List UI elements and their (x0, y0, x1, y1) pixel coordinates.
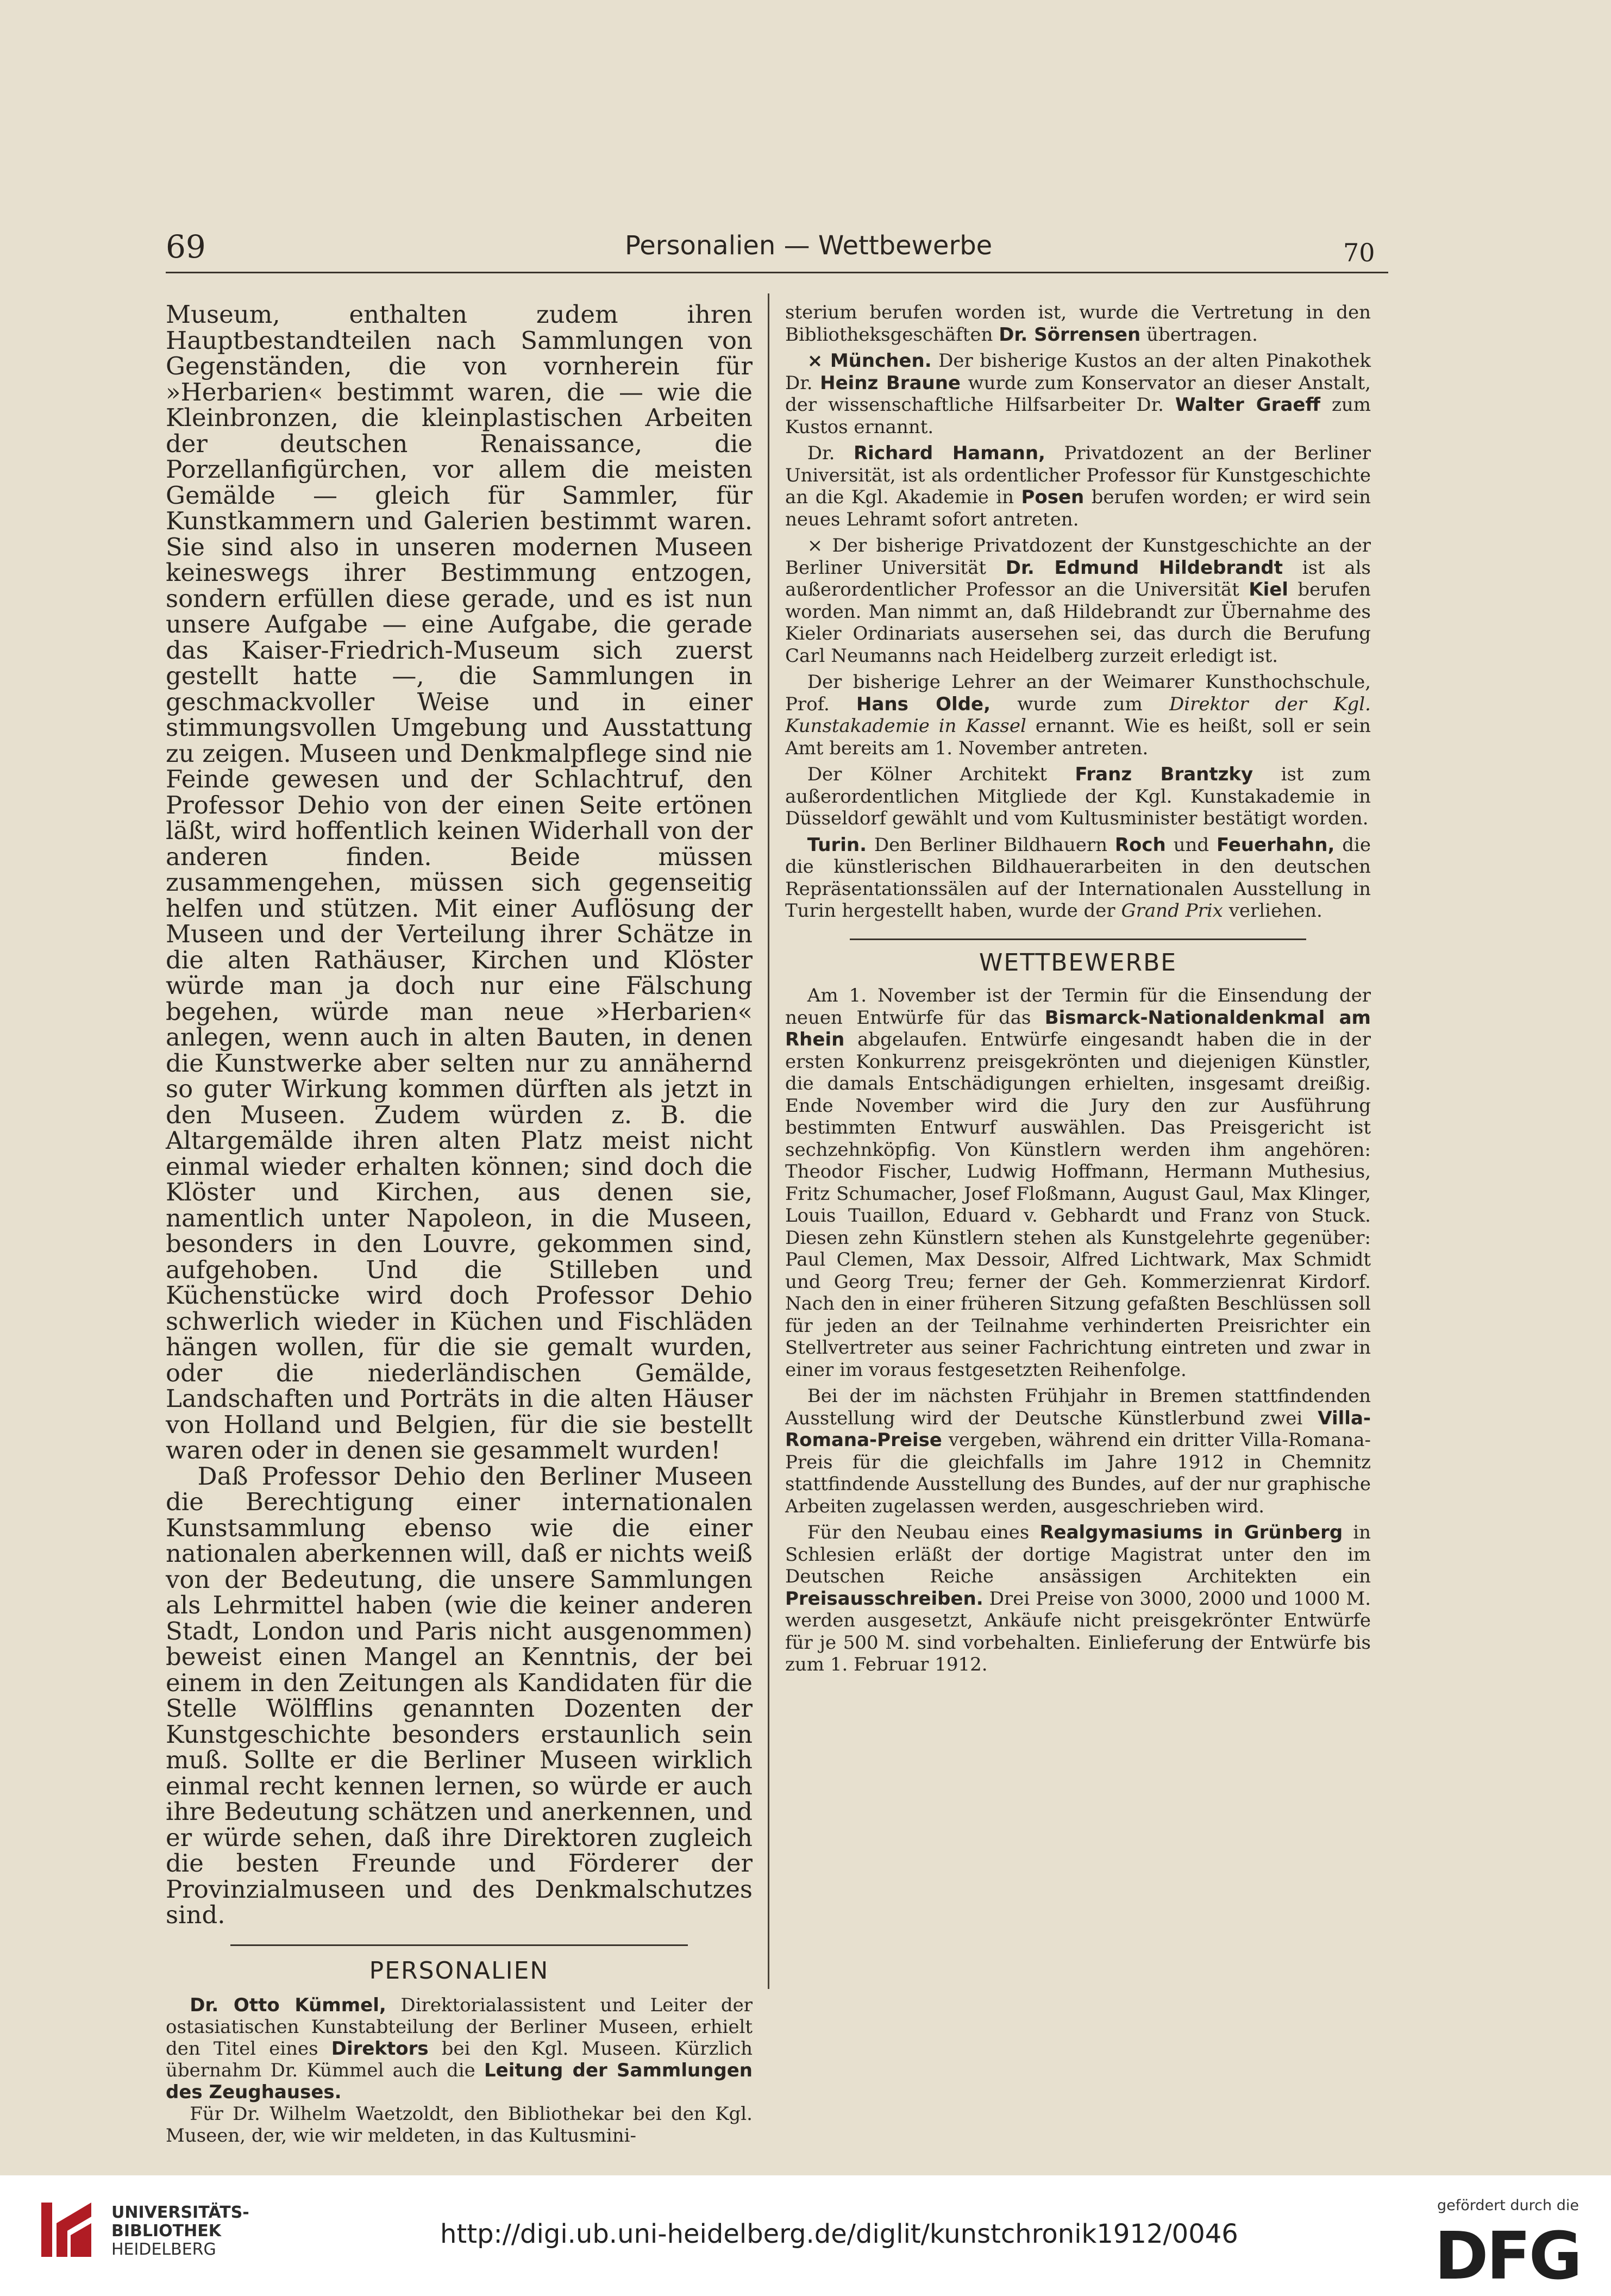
source-url[interactable]: http://digi.ub.uni-heidelberg.de/diglit/kunstchronik1912/0046 (440, 2219, 1238, 2249)
left-column (166, 302, 753, 2147)
competition-item: Bei der im nächsten Frühjahr in Bremen stattfindenden Ausstellung wird der Deutsche Künstlerbund zwei Villa-Romana-Preise vergeben, während ein dritter Villa-Romana-Preis für die gleichfalls im Jahre 1912 in Chemnitz stattfindende Ausstellung des Bundes, auf der nur graphische Arbeiten zugelassen werden, ausgeschrieben wird. (785, 1385, 1371, 1517)
running-title: Personalien — Wettbewerbe (625, 230, 993, 261)
news-item: × München. Der bisherige Kustos an der alten Pinakothek Dr. Heinz Braune wurde zum Konservator an dieser Anstalt, der wissenschaftliche Hilfsarbeiter Dr. Walter Graeff zum Kustos ernannt. (785, 350, 1371, 438)
news-item: sterium berufen worden ist, wurde die Vertretung in den Bibliotheksgeschäften Dr. Sörrensen übertragen. (785, 302, 1371, 346)
left-paragraph-2: Daß Professor Dehio den Berliner Museen die Berechtigung einer internationalen Kunstsammlung ebenso wie die einer nationalen aberkennen will, daß er nichts weiß von der Bedeutung, die unsere Sammlungen als Lehrmittel haben (wie die keiner anderen Stadt, London und Paris nicht ausgenommen) beweist einen Mangel an Kenntnis, der bei einem in den Zeitungen als Kandidaten für die Stelle Wölfflins genannten Dozenten der Kunstgeschichte besonders erstaunlich sein muß. Sollte er die Berliner Museen wirklich einmal recht kennen lernen, so würde er auch ihre Bedeutung schätzen und anerkennen, und er würde sehen, daß ihre Direktoren zugleich die besten Freunde und Förderer der Provinzialmuseen und des Denkmalschutzes sind. (166, 1461, 753, 1929)
university-library-logo-icon (37, 2197, 97, 2262)
news-item: × Der bisherige Privatdozent der Kunstgeschichte an der Berliner Universität Dr. Edmund Hildebrandt ist als außerordentlicher Professor an die Universität Kiel berufen worden. Man nimmt an, daß Hildebrandt zur Übernahme des Kieler Ordinariats ausersehen sei, das durch die Berufung Carl Neumanns nach Heidelberg zurzeit erledigt ist. (785, 535, 1371, 667)
wettbewerbe-heading: WETTBEWERBE (979, 948, 1177, 977)
section-divider (850, 939, 1307, 940)
library-name: UNIVERSITÄTS- BIBLIOTHEK HEIDELBERG (111, 2203, 249, 2259)
news-item: Der bisherige Lehrer an der Weimarer Kunsthochschule, Prof. Hans Olde, wurde zum Direktor der Kgl. Kunstakademie in Kassel ernannt. Wie es heißt, soll er sein Amt bereits am 1. November antreten. (785, 671, 1371, 759)
competition-item: Für den Neubau eines Realgymasiums in Grünberg in Schlesien erläßt der dortige Magistrat unter den im Deutschen Reiche ansässigen Architekten ein Preisausschreiben. Drei Preise von 3000, 2000 und 1000 M. werden ausgesetzt, Ankäufe nicht preisgekrönter Entwürfe für je 500 M. sind vorbehalten. Einlieferung der Entwürfe bis zum 1. Februar 1912. (785, 1522, 1371, 1675)
person-name: Dr. Otto Kümmel, (190, 1994, 386, 2016)
funding-note: gefördert durch die (1437, 2197, 1579, 2214)
digitization-footer (0, 2175, 1611, 2296)
page-number-left: 69 (166, 228, 206, 265)
news-item: Der Kölner Architekt Franz Brantzky ist zum außerordentlichen Mitgliede der Kgl. Kunstakademie in Düsseldorf gewählt und vom Kultusminister bestätigt worden. (785, 764, 1371, 829)
news-item: Dr. Richard Hamann, Privatdozent an der Berliner Universität, ist als ordentlicher Professor für Kunstgeschichte an die Kgl. Akademie in Posen berufen worden; er wird sein neues Lehramt sofort antreten. (785, 442, 1371, 530)
place-lead: Turin. (807, 834, 867, 856)
personalien-block (166, 1994, 753, 2147)
personalien-item: Dr. Otto Kümmel, Direktorialassistent und Leiter der ostasiatischen Kunstabteilung der Berliner Museen, erhielt den Titel eines Direktors bei den Kgl. Museen. Kürzlich übernahm Dr. Kümmel auch die Leitung der Sammlungen des Zeughauses. (166, 1994, 753, 2103)
news-item: Turin. Den Berliner Bildhauern Roch und Feuerhahn, die die künstlerischen Bildhauerarbeiten in den deutschen Repräsentationssälen auf der Internationalen Ausstellung in Turin hergestellt haben, wurde der Grand Prix verliehen. (785, 834, 1371, 922)
section-divider (230, 1944, 688, 1946)
personalien-heading: PERSONALIEN (369, 1956, 549, 1985)
personalien-item: Für Dr. Wilhelm Waetzoldt, den Bibliothekar bei den Kgl. Museen, der, wie wir meldeten, in das Kultusmini- (166, 2103, 753, 2147)
right-column (785, 302, 1371, 1680)
competition-item: Am 1. November ist der Termin für die Einsendung der neuen Entwürfe für das Bismarck-Nationaldenkmal am Rhein abgelaufen. Entwürfe eingesandt haben die in der ersten Konkurrenz preisgekrönten und diejenigen Künstler, die damals Entschädigungen erhielten, insgesamt dreißig. Ende November wird die Jury den zur Ausführung bestimmten Entwurf auswählen. Das Preisgericht ist sechzehnköpfig. Von Künstlern werden ihm angehören: Theodor Fischer, Ludwig Hoffmann, Hermann Muthesius, Fritz Schumacher, Josef Floßmann, August Gaul, Max Klinger, Louis Tuaillon, Eduard v. Gebhardt und Franz von Stuck. Diesen zehn Künstlern stehen als Kunstgelehrte gegenüber: Paul Clemen, Max Dessoir, Alfred Lichtwark, Max Schmidt und Georg Treu; ferner der Geh. Kommerzienrat Kirdorf. Nach den in einer früheren Sitzung gefaßten Beschlüssen soll für jeden an der Teilnahme verhinderten Preisrichter ein Stellvertreter aus seiner Fachrichtung eintreten und zwar in einer im voraus festgesetzten Reihenfolge. (785, 985, 1371, 1381)
page-number-right: 70 (1343, 238, 1375, 267)
dfg-logo: DFG (1434, 2219, 1581, 2294)
left-paragraph-1: Museum, enthalten zudem ihren Hauptbestandteilen nach Sammlungen von Gegenständen, die von vornherein für »Herbarien« bestimmt waren, die — wie die Kleinbronzen, die kleinplastischen Arbeiten der deutschen Renaissance, die Porzellanfigürchen, vor allem die meisten Gemälde — gleich für Sammler, für Kunstkammern und Galerien bestimmt waren. Sie sind also in unseren modernen Museen keineswegs ihrer Bestimmung entzogen, sondern erfüllen diese gerade, und es ist nun unsere Aufgabe — eine Aufgabe, die gerade das Kaiser-Friedrich-Museum sich zuerst gestellt hatte —, die Sammlungen in geschmackvoller Weise und in einer stimmungsvollen Umgebung und Ausstattung zu zeigen. Museen und Denkmalpflege sind nie Feinde gewesen und der Schlachtruf, den Professor Dehio von der einen Seite ertönen läßt, wird hoffentlich keinen Widerhall von der anderen finden. Beide müssen zusammengehen, müssen sich gegenseitig helfen und stützen. Mit einer Auflösung der Museen und der Verteilung ihrer Schätze in die alten Rathäuser, Kirchen und Klöster würde man ja doch nur eine Fälschung begehen, würde man neue »Herbarien« anlegen, wenn auch in alten Bauten, in denen die Kunstwerke aber selten nur zu annähernd so guter Wirkung kommen dürften als jetzt in den Museen. Zudem würden z. B. die Altargemälde ihren alten Platz meist nicht einmal wieder erhalten können; sind doch die Klöster und Kirchen, aus denen sie, namentlich unter Napoleon, in die Museen, besonders in den Louvre, gekommen sind, aufgehoben. Und die Stilleben und Küchenstücke wird doch Professor Dehio schwerlich wieder in Küchen und Fischläden hängen wollen, für die sie gemalt wurden, oder die niederländischen Gemälde, Landschaften und Porträts in die alten Häuser von Holland und Belgien, für die sie bestellt waren oder in denen sie gesammelt wurden! (166, 300, 753, 1465)
column-divider (768, 293, 769, 1989)
header-rule (166, 272, 1388, 273)
place-lead: × München. (807, 350, 932, 372)
